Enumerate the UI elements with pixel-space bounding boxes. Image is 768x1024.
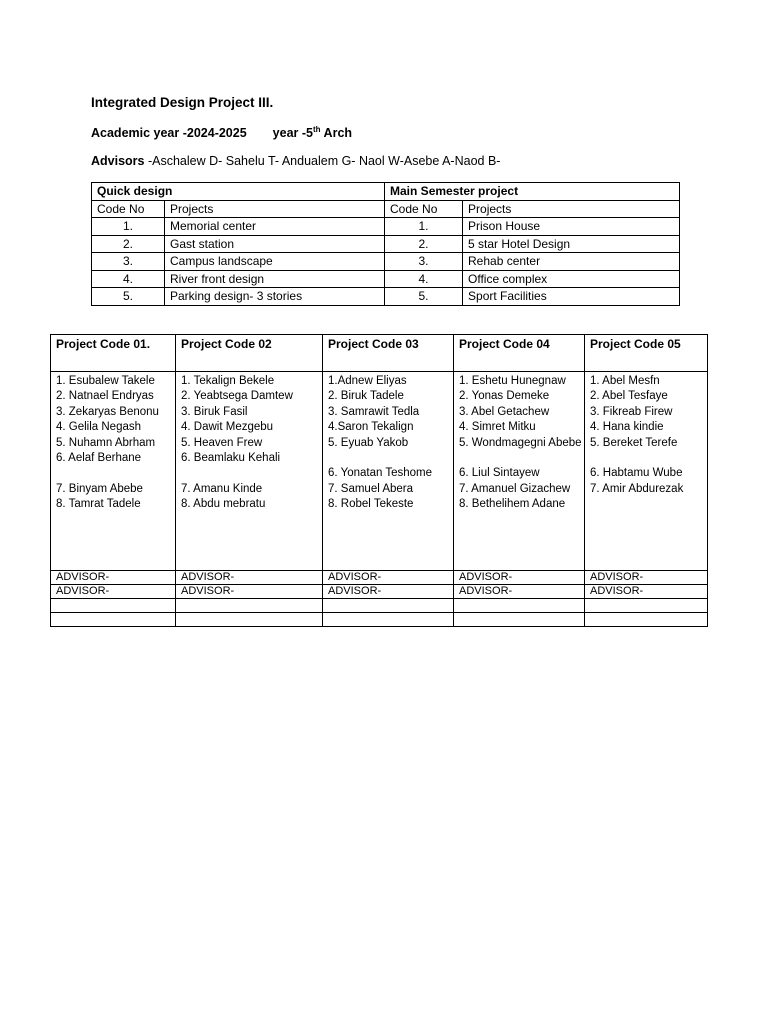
blank-line — [181, 466, 322, 481]
blank-line — [459, 451, 584, 466]
member-name: 4. Gelila Negash — [56, 421, 142, 434]
member-name: 2. Yeabtsega Damtew — [181, 390, 293, 403]
member-name: 1. Abel Mesfn — [590, 375, 660, 387]
empty-cell — [176, 613, 323, 627]
member-name: 4.Saron Tekalign — [328, 421, 414, 434]
member-name: 3. Zekaryas Benonu — [56, 405, 159, 418]
empty-cell — [176, 599, 323, 613]
quick-project: Campus landscape — [165, 253, 385, 271]
member-name: 7. Binyam Abebe — [56, 482, 143, 495]
member-name: 6. Liul Sintayew — [459, 467, 540, 480]
advisors-label: Advisors — [91, 154, 145, 168]
group-header: Project Code 04 — [454, 335, 585, 372]
projects-header: Projects — [165, 200, 385, 218]
member-name: 5. Nuhamn Abrham — [56, 436, 156, 449]
member-name: 2. Natnael Endryas — [56, 390, 154, 403]
academic-year: Academic year -2024-2025 — [91, 126, 247, 140]
group-members — [176, 372, 323, 571]
quick-project: Parking design- 3 stories — [165, 288, 385, 306]
group-header: Project Code 01. — [51, 335, 176, 372]
empty-cell — [323, 599, 454, 613]
main-code: 3. — [385, 253, 463, 271]
advisor-cell: ADVISOR- — [585, 585, 708, 599]
advisors-list: -Aschalew D- Sahelu T- Andualem G- Naol W-Asebe A-Naod B- — [144, 154, 501, 168]
member-name: 5. Bereket Terefe — [590, 436, 678, 449]
table-row — [92, 218, 680, 236]
member-name: 1. Esubalew Takele — [56, 375, 155, 387]
main-project: Rehab center — [463, 253, 680, 271]
table-row — [92, 270, 680, 288]
projects-header: Projects — [463, 200, 680, 218]
member-name: 3. Fikreab Firew — [590, 405, 673, 418]
empty-cell — [585, 599, 708, 613]
table-row — [92, 253, 680, 271]
group-header: Project Code 02 — [176, 335, 323, 372]
member-name: 7. Samuel Abera — [328, 482, 414, 495]
empty-cell — [51, 613, 176, 627]
advisor-cell: ADVISOR- — [51, 585, 176, 599]
code-no-header: Code No — [385, 200, 463, 218]
member-name: 2. Yonas Demeke — [459, 390, 550, 403]
main-project: Sport Facilities — [463, 288, 680, 306]
blank-line — [56, 466, 175, 481]
advisor-cell: ADVISOR- — [176, 571, 323, 585]
advisor-cell: ADVISOR- — [323, 585, 454, 599]
advisors-line — [91, 154, 500, 168]
member-name: 5. Eyuab Yakob — [328, 436, 409, 449]
main-code: 1. — [385, 218, 463, 236]
main-code: 4. — [385, 270, 463, 288]
blank-line — [590, 451, 707, 466]
main-project: 5 star Hotel Design — [463, 235, 680, 253]
empty-cell — [454, 599, 585, 613]
member-name: 6. Yonatan Teshome — [328, 467, 433, 480]
main-project: Office complex — [463, 270, 680, 288]
member-name: 1. Tekalign Bekele — [181, 375, 275, 387]
member-name: 4. Dawit Mezgebu — [181, 421, 274, 434]
quick-project: Memorial center — [165, 218, 385, 236]
main-project: Prison House — [463, 218, 680, 236]
group-header: Project Code 05 — [585, 335, 708, 372]
academic-year-line — [91, 125, 352, 140]
advisor-cell: ADVISOR- — [323, 571, 454, 585]
group-members — [51, 372, 176, 571]
document-title: Integrated Design Project III. — [91, 95, 274, 110]
class-year: year -5th Arch — [272, 125, 353, 140]
advisor-cell: ADVISOR- — [51, 571, 176, 585]
member-name: 4. Hana kindie — [590, 421, 664, 434]
quick-code: 3. — [92, 253, 165, 271]
member-name: 5. Wondmagegni Abebe — [459, 436, 582, 449]
quick-project: Gast station — [165, 235, 385, 253]
main-code: 2. — [385, 235, 463, 253]
group-members — [454, 372, 585, 571]
table-row — [92, 235, 680, 253]
member-name: 3. Abel Getachew — [459, 405, 550, 418]
empty-cell — [323, 613, 454, 627]
member-name: 7. Amir Abdurezak — [590, 482, 684, 495]
group-header: Project Code 03 — [323, 335, 454, 372]
code-no-header: Code No — [92, 200, 165, 218]
group-members — [323, 372, 454, 571]
main-semester-header: Main Semester project — [385, 183, 680, 201]
main-code: 5. — [385, 288, 463, 306]
member-name: 2. Abel Tesfaye — [590, 390, 668, 403]
member-name: 7. Amanuel Gizachew — [459, 482, 571, 495]
member-name: 2. Biruk Tadele — [328, 390, 404, 403]
member-name: 8. Abdu mebratu — [181, 498, 266, 511]
group-members — [585, 372, 708, 571]
groups-table — [50, 334, 708, 627]
quick-code: 5. — [92, 288, 165, 306]
quick-code: 1. — [92, 218, 165, 236]
member-name: 8. Bethelihem Adane — [459, 498, 566, 511]
member-name: 6. Aelaf Berhane — [56, 452, 142, 465]
member-name: 8. Robel Tekeste — [328, 498, 414, 511]
member-name: 6. Beamlaku Kehali — [181, 452, 281, 465]
quick-code: 2. — [92, 235, 165, 253]
advisor-cell: ADVISOR- — [454, 571, 585, 585]
quick-code: 4. — [92, 270, 165, 288]
table-row — [92, 288, 680, 306]
member-name: 8. Tamrat Tadele — [56, 498, 141, 511]
quick-design-header: Quick design — [92, 183, 385, 201]
empty-cell — [454, 613, 585, 627]
empty-cell — [51, 599, 176, 613]
advisor-cell: ADVISOR- — [176, 585, 323, 599]
projects-table — [91, 182, 680, 306]
member-name: 3. Samrawit Tedla — [328, 405, 420, 418]
empty-cell — [585, 613, 708, 627]
member-name: 4. Simret Mitku — [459, 421, 536, 434]
member-name: 6. Habtamu Wube — [590, 467, 683, 480]
member-name: 5. Heaven Frew — [181, 436, 263, 449]
blank-line — [328, 451, 453, 466]
member-name: 3. Biruk Fasil — [181, 405, 248, 418]
quick-project: River front design — [165, 270, 385, 288]
advisor-cell: ADVISOR- — [585, 571, 708, 585]
member-name: 1. Eshetu Hunegnaw — [459, 375, 566, 387]
advisor-cell: ADVISOR- — [454, 585, 585, 599]
member-name: 1.Adnew Eliyas — [328, 375, 407, 387]
member-name: 7. Amanu Kinde — [181, 482, 263, 495]
